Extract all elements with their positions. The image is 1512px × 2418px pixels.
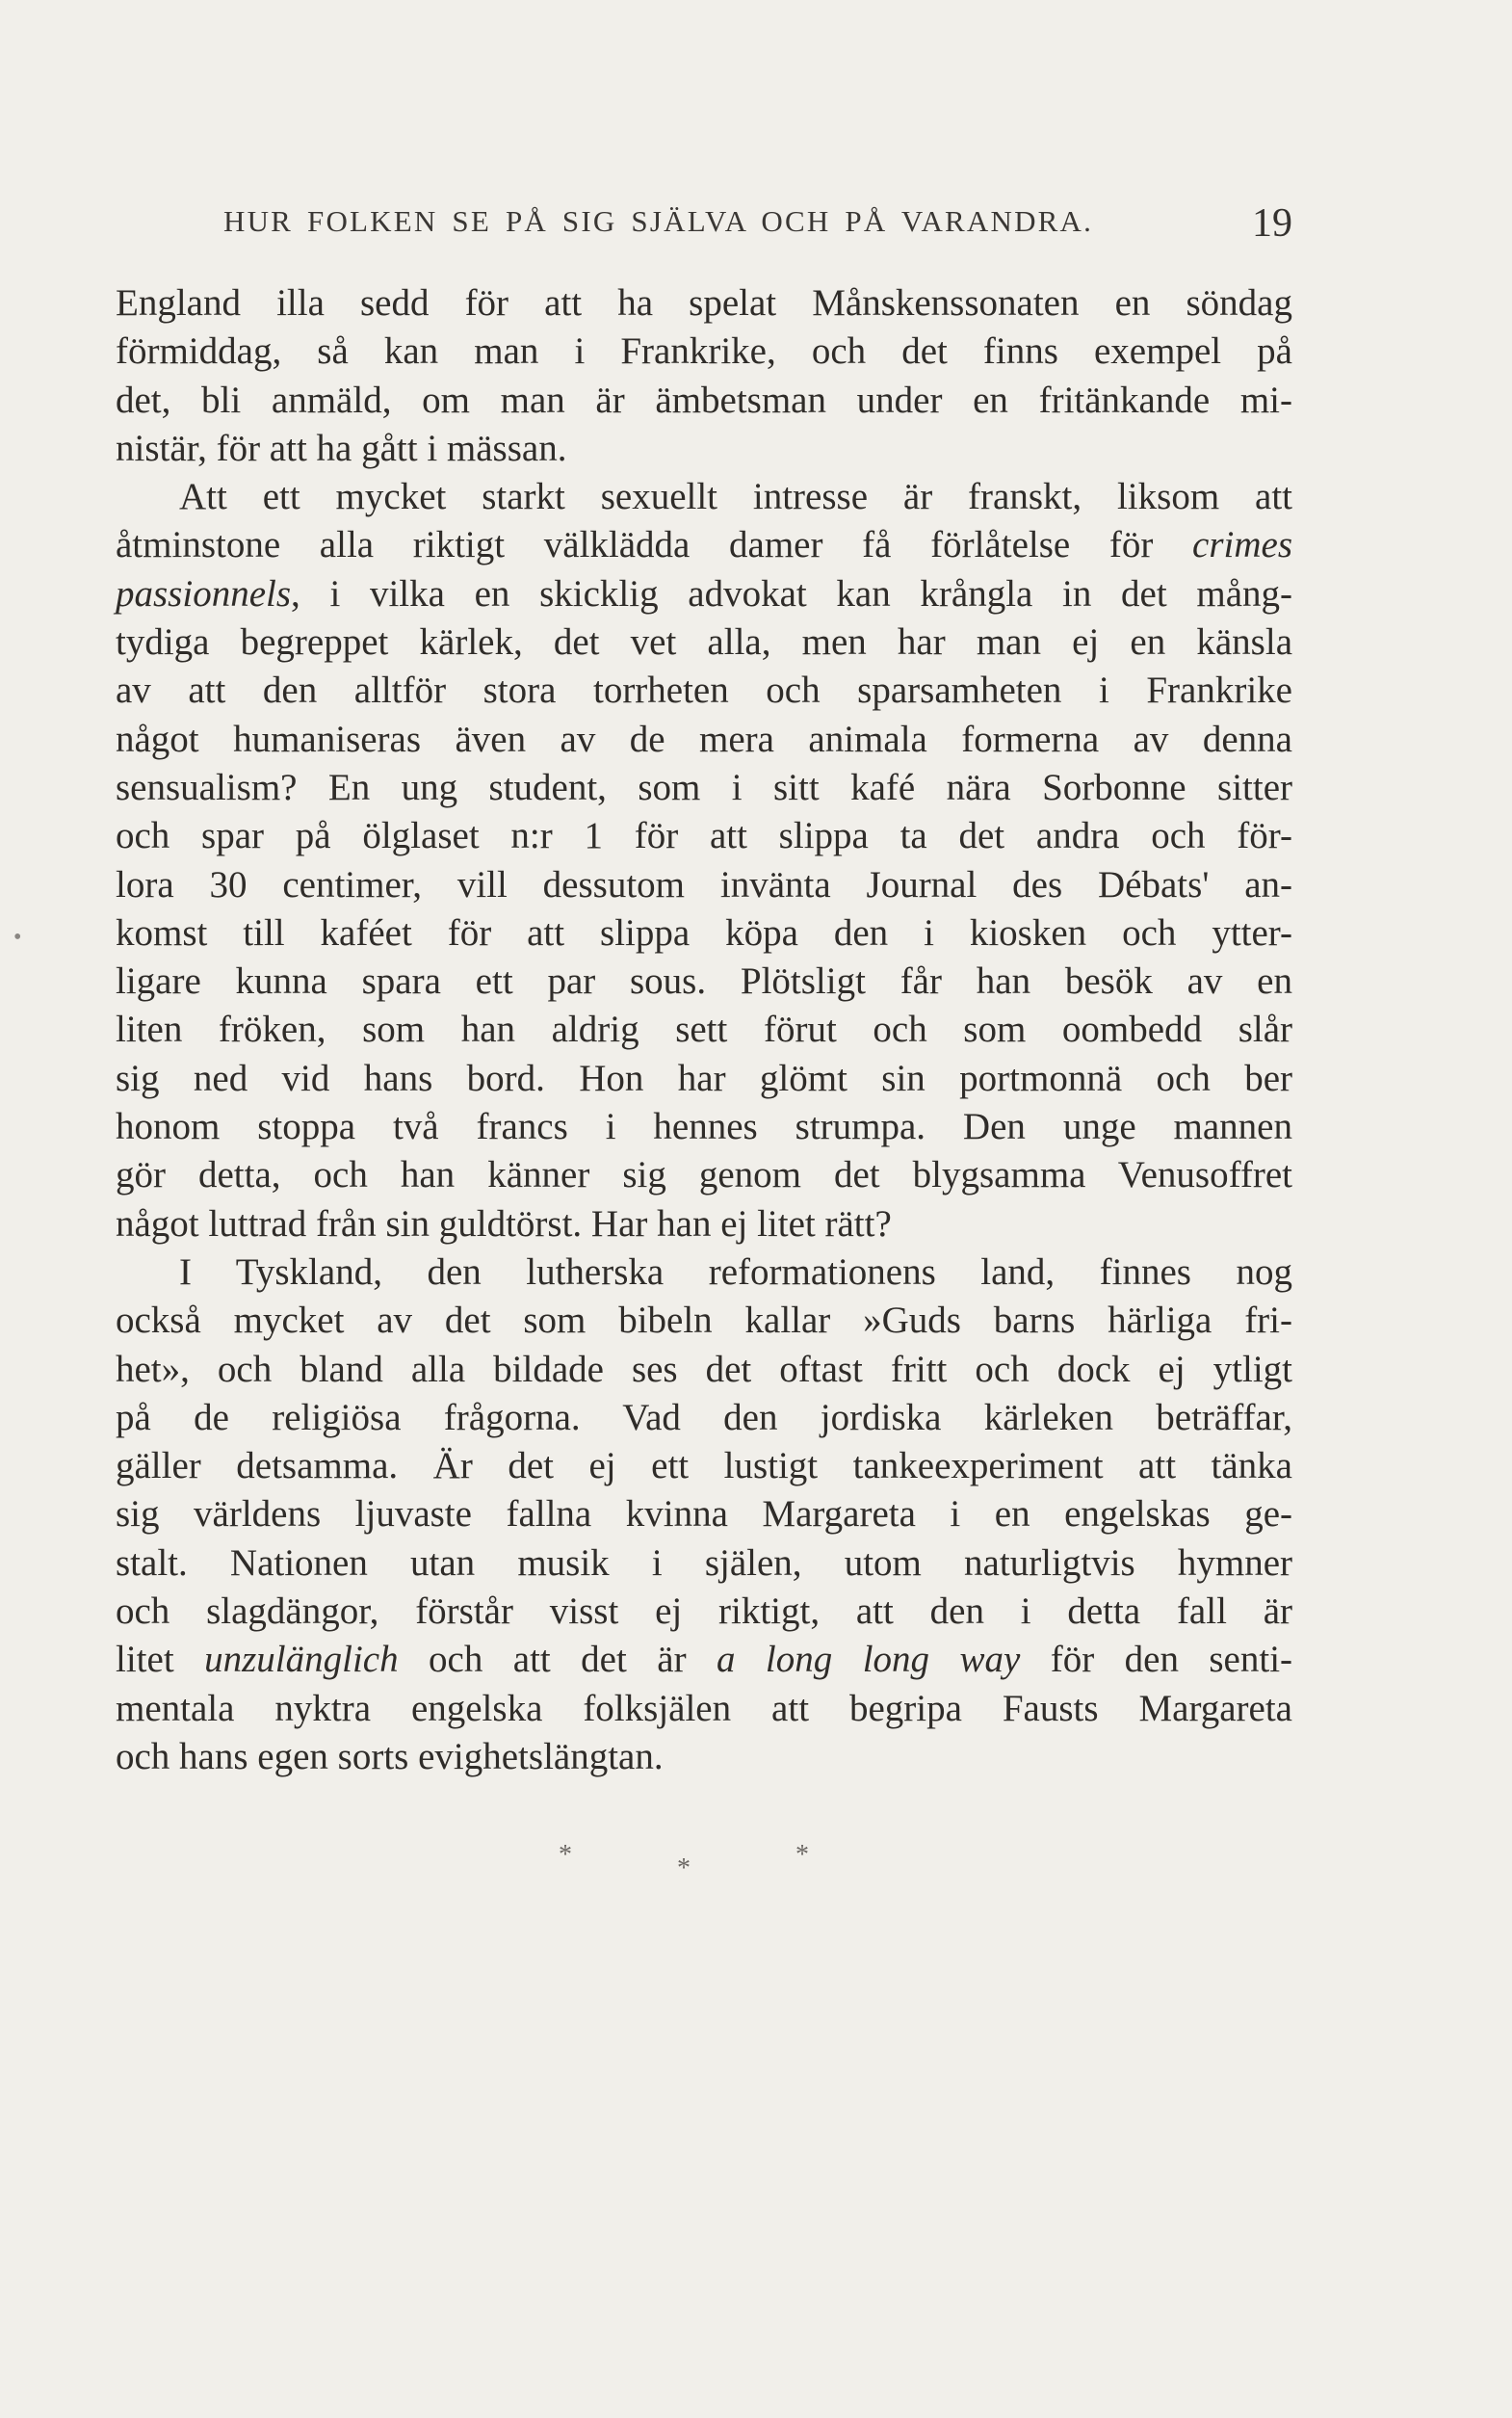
text-line: förmiddag, så kan man i Frankrike, och det finns exempel på (116, 330, 1292, 373)
text-line: gör detta, och han känner sig genom det blygsamma Venusoffret (116, 1154, 1292, 1196)
text-line: tydiga begreppet kärlek, det vet alla, men har man ej en känsla (116, 621, 1292, 664)
asterisk-ornament: * (677, 1853, 691, 1883)
text-line (116, 570, 1292, 618)
text-segment: , i vilka en skicklig advokat kan krångla in det mång- (291, 572, 1292, 615)
text-line: något humaniseras även av de mera animala formerna av denna (116, 718, 1292, 760)
text-line: mentala nyktra engelska folksjälen att begripa Fausts Margareta (116, 1687, 1292, 1729)
text-line: och spar på ölglaset n:r 1 för att slippa ta det andra och för- (116, 815, 1292, 857)
italic-term: a long long way (717, 1639, 1021, 1681)
text-line: het», och bland alla bildade ses det oftast fritt och dock ej ytligt (116, 1348, 1292, 1390)
italic-term: passionnels (116, 572, 292, 615)
section-divider (559, 1840, 809, 1883)
text-line: något luttrad från sin guldtörst. Har han ej litet rätt? (116, 1202, 892, 1245)
text-line: lora 30 centimer, vill dessutom invänta Journal des Débats' an- (116, 863, 1292, 906)
running-title: HUR FOLKEN SE PÅ SIG SJÄLVA OCH PÅ VARANDRA. (223, 204, 1094, 238)
text-line: av att den alltför stora torrheten och sparsamheten i Frankrike (116, 670, 1292, 712)
text-segment: åtminstone alla riktigt välklädda damer få förlåtelse för (116, 524, 1154, 566)
text-segment: och att det är (429, 1639, 687, 1681)
text-line: komst till kaféet för att slippa köpa den i kiosken och ytter- (116, 911, 1292, 954)
text-line: ligare kunna spara ett par sous. Plötsligt får han besök av en (116, 960, 1292, 1003)
text-line: England illa sedd för att ha spelat Månskenssonaten en söndag (116, 282, 1292, 324)
text-line: liten fröken, som han aldrig sett förut och som oombedd slår (116, 1009, 1292, 1051)
text-line: och slagdängor, förstår visst ej riktigt, att den i detta fall är (116, 1590, 1292, 1633)
page-header (223, 201, 1292, 252)
italic-term: unzulänglich (204, 1639, 399, 1681)
margin-mark: • (13, 925, 22, 950)
text-line: nistär, för att ha gått i mässan. (116, 427, 567, 469)
text-line (116, 521, 1292, 569)
text-line: och hans egen sorts evighetslängtan. (116, 1735, 664, 1777)
text-line: det, bli anmäld, om man är ämbetsman under en fritänkande mi- (116, 379, 1292, 421)
text-line: också mycket av det som bibeln kallar »Guds barns härliga fri- (116, 1300, 1292, 1342)
text-line: honom stoppa två francs i hennes strumpa. Den unge mannen (116, 1106, 1292, 1148)
text-line: gäller detsamma. Är det ej ett lustigt tankeexperiment att tänka (116, 1445, 1292, 1487)
text-line: sig ned vid hans bord. Hon har glömt sin portmonnä och ber (116, 1057, 1292, 1099)
text-line: på de religiösa frågorna. Vad den jordiska kärleken beträffar, (116, 1396, 1292, 1438)
italic-term: crimes (1192, 524, 1292, 566)
asterisk-ornament: * (795, 1840, 809, 1870)
text-segment: litet (116, 1639, 174, 1681)
text-line: sensualism? En ung student, som i sitt kafé nära Sorbonne sitter (116, 766, 1292, 808)
paragraph-start-line: Att ett mycket starkt sexuellt intresse är franskt, liksom att (179, 476, 1292, 518)
page-number: 19 (1252, 201, 1292, 246)
text-segment: för den senti- (1050, 1639, 1293, 1681)
body-text (116, 279, 1292, 1781)
asterisk-ornament: * (559, 1840, 572, 1870)
paragraph-start-line: I Tyskland, den lutherska reformationens land, finnes nog (179, 1250, 1292, 1293)
text-line: sig världens ljuvaste fallna kvinna Margareta i en engelskas ge- (116, 1493, 1292, 1536)
text-line: stalt. Nationen utan musik i själen, utom naturligtvis hymner (116, 1541, 1292, 1584)
text-line (116, 1636, 1292, 1684)
